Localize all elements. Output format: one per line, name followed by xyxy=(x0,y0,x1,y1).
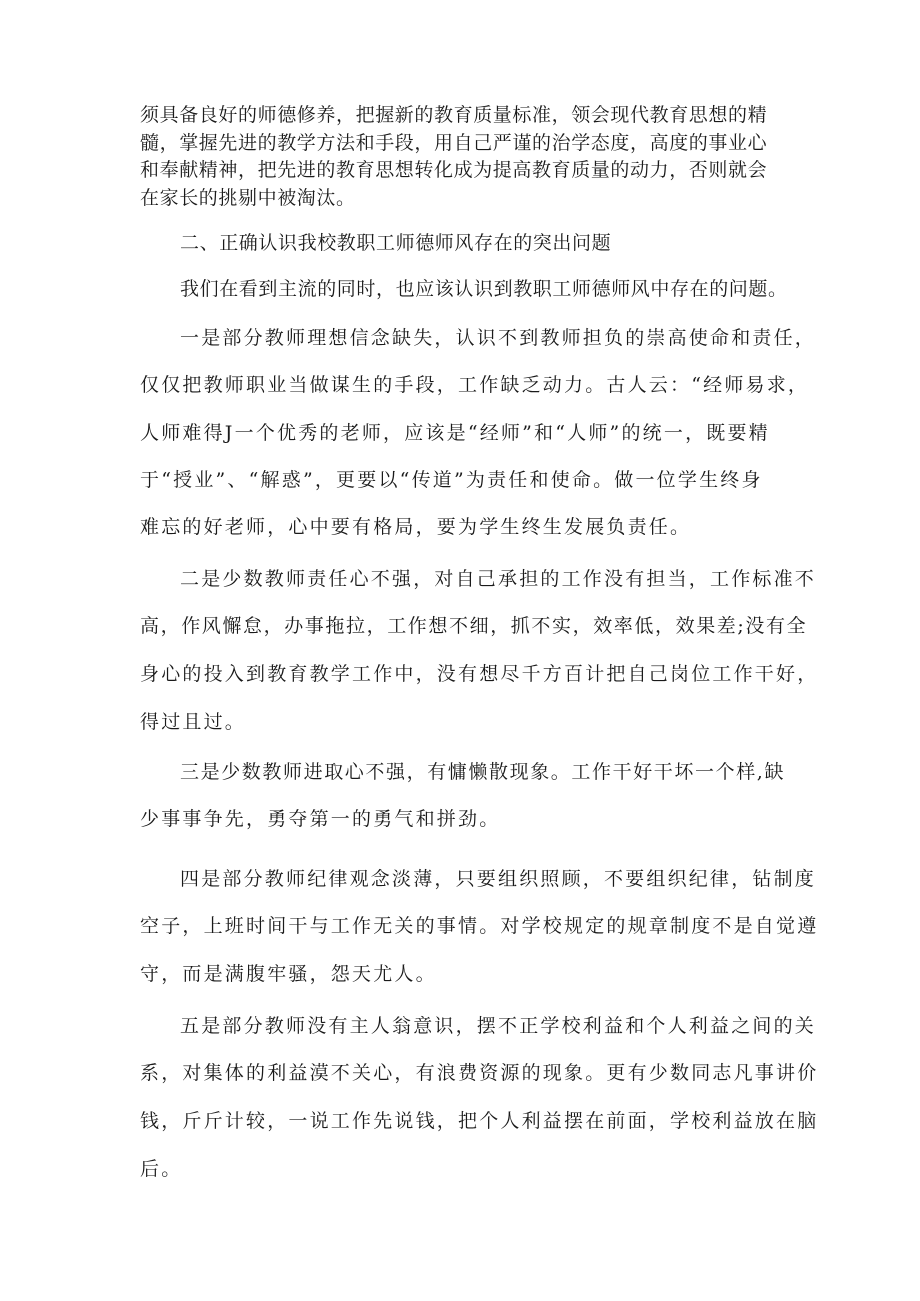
text-line-13: 高，作风懈怠，办事拖拉，工作想不细，抓不实，效率低，效果差;没有全 xyxy=(140,615,808,637)
text-line-6: 我们在看到主流的同时，也应该认识到教职工师德师风中存在的问题。 xyxy=(180,278,788,300)
text-line-17: 少事事争先，勇夺第一的勇气和拼劲。 xyxy=(140,808,501,830)
text-line-19: 空子，上班时间干与工作无关的事情。对学校规定的规章制度不是自觉遵 xyxy=(140,915,819,937)
text-line-2: 髓，掌握先进的教学方法和手段，用自己严谨的治学态度，高度的事业心 xyxy=(140,132,768,154)
text-line-8: 仅仅把教师职业当做谋生的手段，工作缺乏动力。古人云：“经师易求， xyxy=(140,374,810,396)
text-line-7: 一是部分教师理想信念缺失，认识不到教师担负的崇高使命和责任， xyxy=(180,327,817,349)
text-line-16: 三是少数教师进取心不强，有慵懒散现象。工作干好干坏一个样,缺 xyxy=(180,761,786,783)
text-line-9: 人师难得J一个优秀的老师，应该是“经师”和“人师”的统一，既要精 xyxy=(140,422,770,444)
text-line-18: 四是部分教师纪律观念淡薄，只要组织照顾，不要组织纪律，钻制度 xyxy=(180,868,817,890)
text-line-21: 五是部分教师没有主人翁意识，摆不正学校利益和个人利益之间的关 xyxy=(180,1015,817,1037)
text-line-12: 二是少数教师责任心不强，对自己承担的工作没有担当，工作标准不 xyxy=(180,568,817,590)
text-line-14: 身心的投入到教育教学工作中，没有想尽千方百计把自己岗位工作干好， xyxy=(140,663,819,685)
text-line-22: 系，对集体的利益漠不关心，有浪费资源的现象。更有少数同志凡事讲价 xyxy=(140,1062,819,1084)
section-heading: 二、正确认识我校教职工师德师风存在的突出问题 xyxy=(180,232,612,254)
text-line-4: 在家长的挑剔中被淘汰。 xyxy=(140,187,356,209)
text-line-20: 守，而是满腹牢骚，怨天尤人。 xyxy=(140,963,437,985)
text-line-10: 于“授业”、“解惑”，更要以“传道”为责任和使命。做一位学生终身 xyxy=(140,469,763,491)
text-line-11: 难忘的好老师，心中要有格局，要为学生终生发展负责任。 xyxy=(140,516,692,538)
text-line-23: 钱，斤斤计较，一说工作先说钱，把个人利益摆在前面，学校利益放在脑 xyxy=(140,1110,819,1132)
text-line-24: 后。 xyxy=(140,1158,183,1180)
text-line-3: 和奉献精神，把先进的教育思想转化成为提高教育质量的动力，否则就会 xyxy=(140,159,768,181)
text-line-15: 得过且过。 xyxy=(140,711,247,733)
text-line-1: 须具备良好的师德修养，把握新的教育质量标准，领会现代教育思想的精 xyxy=(140,104,768,126)
